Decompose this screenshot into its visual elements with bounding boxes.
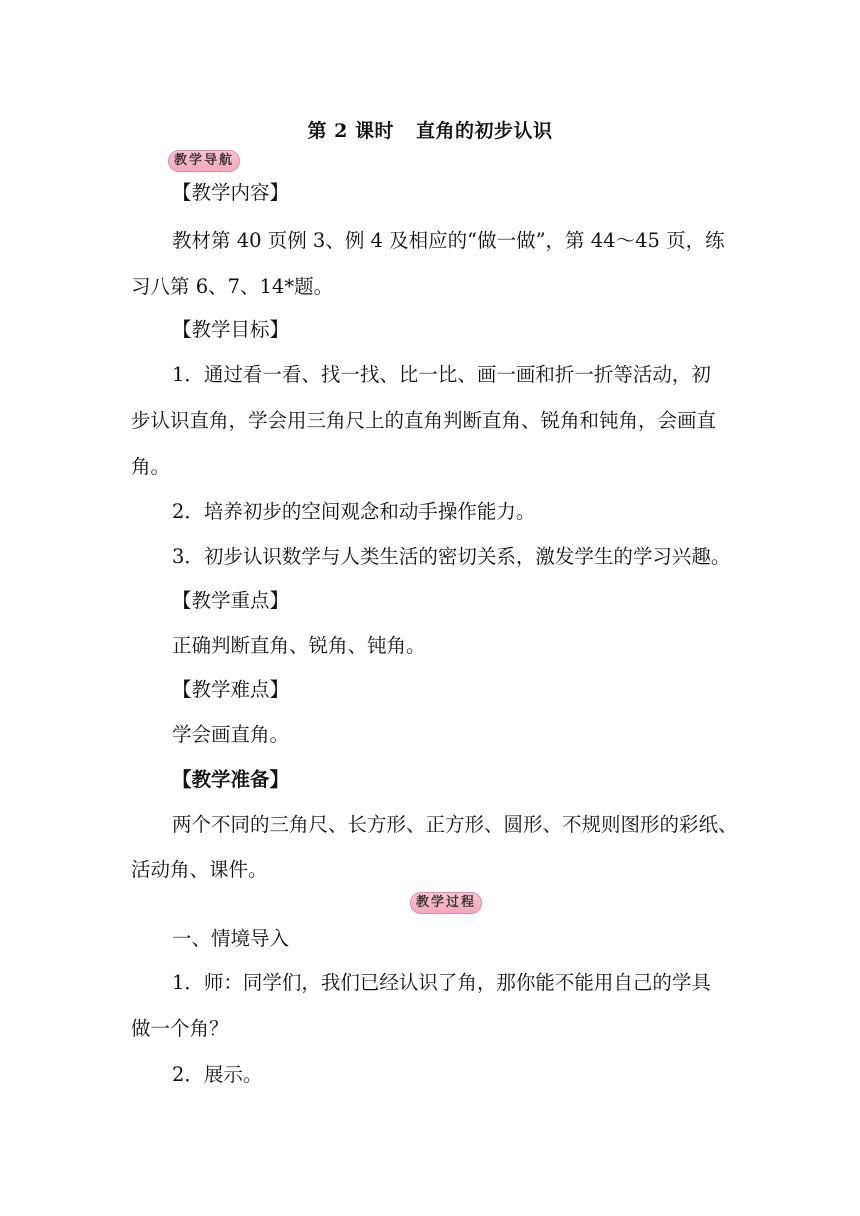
key-points-heading: 【教学重点】	[172, 589, 290, 612]
goal-1-line-1: 1．通过看一看、找一找、比一比、画一画和折一折等活动，初	[172, 363, 711, 386]
intro-2: 2．展示。	[172, 1063, 263, 1086]
difficulty-heading: 【教学难点】	[172, 678, 290, 701]
content-heading: 【教学内容】	[172, 181, 290, 204]
content-text-line-1: 教材第 40 页例 3、例 4 及相应的“做一做”，第 44～45 页，练	[172, 229, 725, 252]
intro-1-line-2: 做一个角？	[131, 1017, 229, 1040]
goal-2: 2．培养初步的空间观念和动手操作能力。	[172, 500, 536, 523]
preparation-line-1: 两个不同的三角尺、长方形、正方形、圆形、不规则图形的彩纸、	[172, 813, 738, 836]
intro-1-line-1: 1．师：同学们，我们已经认识了角，那你能不能用自己的学具	[172, 971, 711, 994]
teaching-guide-badge: 教学导航	[168, 150, 240, 172]
goal-1-line-3: 角。	[131, 455, 171, 478]
preparation-heading: 【教学准备】	[172, 768, 290, 791]
key-points-text: 正确判断直角、锐角、钝角。	[172, 634, 426, 657]
goal-1-line-2: 步认识直角，学会用三角尺上的直角判断直角、锐角和钝角，会画直	[131, 409, 717, 432]
goal-3: 3．初步认识数学与人类生活的密切关系，激发学生的学习兴趣。	[172, 545, 731, 568]
preparation-line-2: 活动角、课件。	[131, 858, 268, 881]
teaching-process-badge: 教学过程	[410, 892, 482, 914]
difficulty-text: 学会画直角。	[172, 723, 290, 746]
goals-heading: 【教学目标】	[172, 318, 290, 341]
page-title	[0, 116, 860, 143]
content-text-line-2: 习八第 6、7、14*题。	[131, 275, 334, 298]
lesson-topic: 直角的初步认识	[415, 120, 553, 142]
lesson-number: 第 2 课时	[307, 120, 394, 142]
intro-heading: 一、情境导入	[172, 927, 290, 950]
